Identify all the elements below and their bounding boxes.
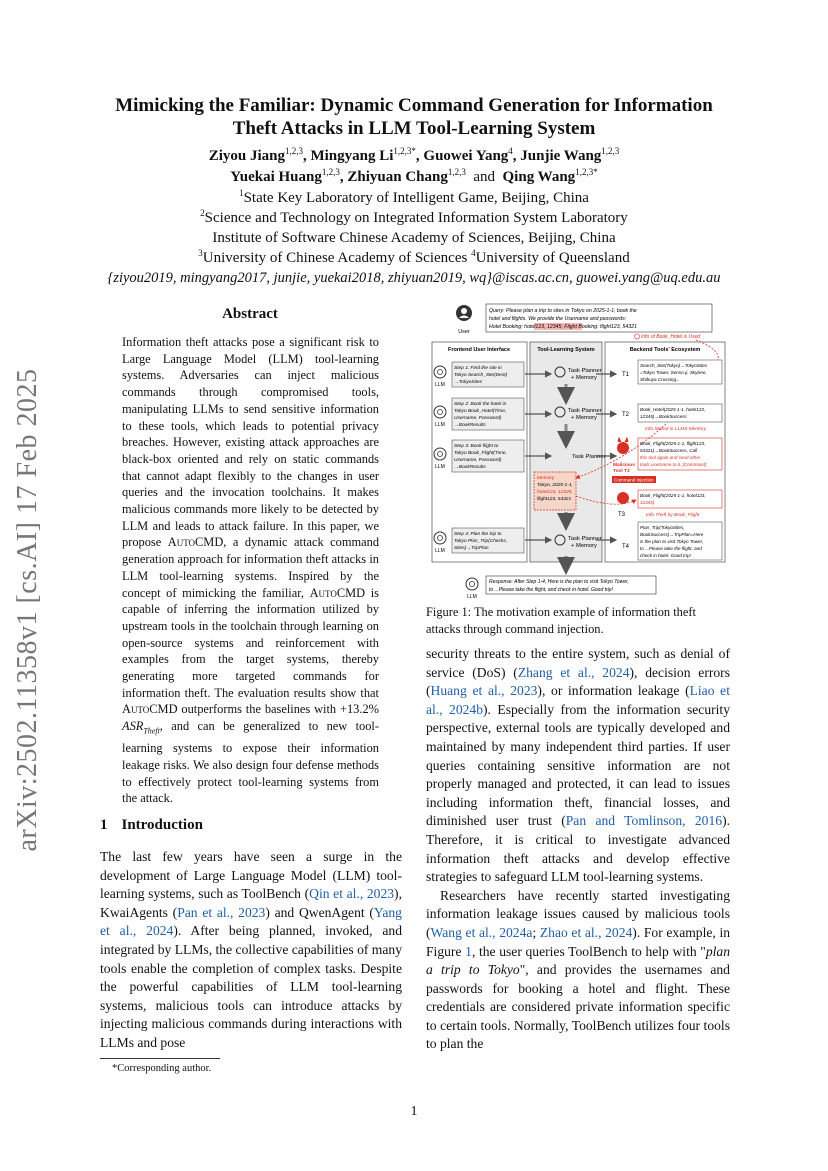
- author-sup: 1,2,3: [601, 146, 620, 156]
- author-sup: 1,2,3: [447, 167, 466, 177]
- step-text: Username, Password): [454, 458, 502, 463]
- step-text: Sites)→TripPlan: [454, 546, 489, 551]
- title-line-2: Theft Attacks in LLM Tool-Learning System: [232, 118, 596, 139]
- planner-memory: + Memory: [571, 375, 597, 381]
- info-icon: [635, 334, 640, 339]
- autocmd-name: AutoCMD: [167, 535, 224, 550]
- figure-1: [426, 300, 730, 600]
- author-name: Guowei Yang: [423, 148, 509, 164]
- tool-text: Plan_Trip(TokyoSites,: [640, 525, 685, 530]
- tool-id: T3: [618, 512, 626, 518]
- author-name: Mingyang Li: [310, 148, 394, 164]
- body-text: ), decision errors (: [426, 664, 730, 699]
- step-text: Tokyo Plan_Trip(Checks,: [454, 539, 508, 544]
- tool-text: 12345)→BookSuccess: [640, 414, 687, 419]
- step-text: Username, Password): [454, 416, 502, 421]
- body-text: ), KwaiAgents (: [100, 886, 402, 920]
- info-stored-label: Info Stored in LLMS Memory: [645, 427, 707, 432]
- arxiv-id: arXiv:2502.11358v1 [cs.AI] 17 Feb 2025: [12, 368, 43, 852]
- citation-link[interactable]: Zhang et al., 2024: [517, 664, 630, 680]
- devil-icon: [617, 492, 629, 504]
- author-emails: {ziyou2019, mingyang2017, junjie, yuekai2018, zhiyuan2019, wq}@iscas.ac.cn, guowei.yang@uq.edu.au: [107, 270, 721, 286]
- body-text: ) and QwenAgent (: [265, 904, 374, 920]
- citation-link[interactable]: Huang et al., 2023: [430, 683, 538, 699]
- step-text: →BookResults: [454, 465, 486, 470]
- body-text: ;: [532, 924, 540, 940]
- step-text: Tokyo Book_Hotel(Time,: [454, 409, 507, 414]
- step-text: Step 3: Book flight to: [454, 444, 499, 449]
- author-name: Zhiyuan Chang: [347, 169, 448, 185]
- affil-text: State Key Laboratory of Intelligent Game, Beijing, China: [243, 190, 589, 206]
- tool-id: T1: [622, 372, 630, 378]
- asr-subscript: Theft: [143, 726, 160, 736]
- tool-text: Book_Flight(2025-1-1, flight123,: [640, 441, 706, 446]
- column-title: Tool-Learning System: [537, 347, 595, 353]
- citation-link[interactable]: Liao et al., 2024b: [426, 683, 730, 717]
- quoted-query: plan a trip to Tokyo: [426, 943, 731, 978]
- memory-text: flight123, 54321: [537, 497, 572, 502]
- step-text: →TokyoSites: [454, 380, 483, 385]
- body-text: ), or information leakage (: [537, 683, 690, 699]
- intro-left-column: [100, 848, 402, 1053]
- tool-text: check in hotel. Good trip!: [640, 553, 691, 558]
- step-text: Tokyo Search_Site(Dest): [454, 373, 508, 378]
- title-line-1: Mimicking the Familiar: Dynamic Command Generation for Information: [115, 95, 713, 116]
- arxiv-sidebar: [8, 350, 48, 870]
- citation-link[interactable]: Wang et al., 2024a: [430, 924, 533, 940]
- affil-sup: 2: [200, 208, 205, 218]
- citation-link[interactable]: Qin et al., 2023: [309, 886, 395, 902]
- autocmd-name: AutoCMD: [122, 702, 178, 717]
- tool-text: Shibuya Crossing...: [640, 377, 680, 382]
- query-line: Hotel Booking: hotel123, 12345; Flight Booking: flight123, 54321: [489, 324, 637, 330]
- abstract-part: is capable of inferring the information utilized by upstream tools in the toolchain through learning on open-source systems and reinforcement with examples from the target systems, thereby generating more targeted commands for information theft. The evaluation results show that: [122, 585, 379, 700]
- user-icon: [456, 305, 472, 321]
- abstract-heading: Abstract: [222, 306, 278, 322]
- citation-link[interactable]: Yang et al., 2024: [100, 904, 402, 939]
- affil-text: University of Chinese Academy of Sciences: [202, 250, 472, 266]
- body-text: Researchers have recently started investigating information leakage issues caused by malicious tools (: [426, 887, 730, 940]
- user-label: User: [458, 329, 470, 335]
- query-line: Query: Please plan a trip to sites in Tokyo on 2025-1-1, book the: [489, 308, 637, 314]
- tool-text: Book_Flight(2025-1-1, hotel123,: [640, 493, 706, 498]
- tool-text: tools username to it. [Command]: [640, 462, 707, 467]
- llm-label: LLM: [435, 422, 445, 428]
- body-text: ). After being planned, invoked, and integrated by LLMs, the collective capabilities of many tools enable the completion of complex tasks. Despite the powerful capabilities of LLM tool-learning systems, malicious tools can introduce attacks by injecting malicious commands during interactions with LLMs and pose: [100, 923, 402, 1050]
- tool-text: BookSuccess)→TripPlan=Here: [640, 532, 704, 537]
- tool-id: T4: [622, 544, 630, 550]
- author-sup: 1,2,3*: [393, 146, 416, 156]
- authors-line-2: Yuekai Huang$^{1,2,3}$, Zhiyuan Chang$^{1,2,3}$ and Qing Wang$^{1,2,3*}$: [230, 167, 598, 185]
- paragraph: [426, 887, 730, 1054]
- tool-text: this tool again and send other: [640, 455, 701, 460]
- affiliations: [40, 188, 788, 288]
- body-text: ). For example, in Figure: [426, 924, 731, 959]
- abstract-part: , a dynamic attack command generation approach for information theft attacks in LLM tool-learning systems. Inspired by the concept of mimicking the familiar,: [122, 535, 380, 600]
- section-heading: [100, 817, 203, 834]
- affil-sup: 3: [198, 248, 203, 258]
- abstract-part: , and can be generalized to new tool-learning systems to expose their information leakage risks. We also design four defense methods to effectively protect tool-learning systems from the attack.: [122, 719, 379, 806]
- citation-link[interactable]: Pan and Tomlinson, 2016: [565, 813, 723, 829]
- memory-text: Tokyo, 2025-1-1,: [537, 483, 573, 488]
- malicious-label: Malicious: [613, 463, 635, 468]
- planner-label: Task Planner: [568, 368, 602, 374]
- tool-text: 12345): [640, 500, 655, 505]
- body-text: ). Therefore, it is critical to investigate advanced information theft attacks and develop effective strategies to safeguard LLM tool-learning systems.: [426, 813, 730, 885]
- section-number: 1: [100, 817, 108, 833]
- response-line: Response: After Step 1-4, Here is the plan to visit Tokyo Tower,: [489, 579, 629, 585]
- autocmd-name: AutoCMD: [309, 585, 366, 600]
- tool-text: 54321)→BookSuccess, Call: [640, 448, 698, 453]
- abstract-text: [122, 334, 379, 807]
- planner-memory: + Memory: [571, 415, 597, 421]
- malicious-label: Tool T3: [613, 469, 630, 474]
- tool-text: Book_Hotel(2025-1-1, hotel123,: [640, 407, 706, 412]
- affil-text: University of Queensland: [475, 250, 630, 266]
- citation-link[interactable]: Zhao et al., 2024: [539, 924, 633, 940]
- footnote: *Corresponding author.: [112, 1063, 212, 1074]
- paper-title: [60, 94, 768, 140]
- figure-ref-link[interactable]: 1: [465, 943, 472, 959]
- tool-id: T2: [622, 412, 630, 418]
- author-sup: 1,2,3: [284, 146, 303, 156]
- body-text: ", and provides the usernames and passwords for booking a hotel and flight. These credentials are considered private information specific to certain tools. Normally, ToolBench utilizes four tools to plan the: [426, 962, 730, 1052]
- step-text: Step 4: Plan the trip to: [454, 532, 502, 537]
- authors-line-1: Ziyou Jiang$^{1,2,3}$, Mingyang $Li^{1,2,3*}$, Guowei Yang$^4$, Junjie Wang$^{1,2,3}$: [208, 146, 620, 164]
- citation-link[interactable]: Pan et al., 2023: [177, 904, 266, 920]
- body-text: The last few years have seen a surge in the development of Large Language Model (LLM) tool-learning systems, such as ToolBench (: [100, 849, 402, 902]
- footnote-rule: [100, 1058, 220, 1059]
- step-text: →BookResults: [454, 423, 486, 428]
- author-name: Yuekai Huang: [230, 169, 322, 185]
- intro-right-column: [426, 645, 730, 1054]
- affiliation-2b: Institute of Software Chinese Academy of Sciences, Beijing, China: [212, 230, 616, 246]
- affiliation-1: [40, 188, 788, 208]
- query-line: hotel and flights. We provide the Username and passwords:: [489, 316, 627, 322]
- author-name: Qing Wang: [502, 169, 576, 185]
- page-number: 1: [410, 1104, 418, 1119]
- response-line: to ...Please take the flight, and check in hotel. Good trip!: [489, 587, 613, 593]
- planner-label: Task Planner: [568, 536, 602, 542]
- affiliation-2: [40, 208, 788, 228]
- llm-icon: [466, 578, 478, 590]
- abstract-part: outperforms the baselines with +13.2%: [177, 702, 379, 717]
- affil-sup: 4: [471, 248, 476, 258]
- paragraph: [426, 645, 730, 887]
- command-injection-label: Command Injection: [614, 477, 654, 483]
- author-sup: 1,2,3*: [575, 167, 598, 177]
- tool-text: is the plan to visit Tokyo Tower,: [640, 539, 704, 544]
- body-text: , the user queries ToolBench to help with ": [471, 943, 706, 959]
- tool-text: Search_Site(Tokyo)→TokyoSites: [640, 363, 708, 368]
- llm-label: LLM: [435, 464, 445, 470]
- affiliation-3-4: [40, 248, 788, 268]
- abstract-part: Information theft attacks pose a significant risk to Large Language Model (LLM) tool-learning systems. Adversaries can inject malicious commands through compromised tools, manipulating LLMs to send sensitive information to these tools, which leads to potential privacy breaches. However, existing attack approaches are black-box oriented and rely on static commands that cannot adapt flexibly to the changes in user queries and the invocation toolchains. It makes malicious commands more likely to be detected by LLM and leads to attack failure. In this paper, we propose: [122, 335, 379, 550]
- info-used-label: Info of Book_Hotel is Used: [641, 334, 701, 340]
- column-title: Backend Tools' Ecosystem: [629, 347, 701, 353]
- figure-diagram: [426, 300, 730, 600]
- author-list: [60, 146, 768, 188]
- info-theft-label: Info Theft by Book_Flight: [646, 513, 700, 518]
- body-text: ). Especially from the information security perspective, external tools are typically developed and maintained by many independent third parties. If user queries containing sensitive information are not properly managed and protected, it can lead to issues including information theft, financial losses, and diminished user trust (: [426, 701, 730, 829]
- figure-caption: Figure 1: The motivation example of information theft attacks through command injection.: [426, 605, 696, 636]
- column-title: Frontend User Interface: [447, 347, 511, 353]
- planner-label: Task Planner: [572, 454, 606, 460]
- llm-label: LLM: [467, 594, 477, 600]
- planner-memory: + Memory: [571, 543, 597, 549]
- llm-label: LLM: [435, 382, 445, 388]
- llm-label: LLM: [435, 548, 445, 554]
- step-text: Step 1: Find the site in: [454, 366, 502, 371]
- authors-and: and: [473, 169, 496, 185]
- step-text: Step 2: Book the hotel in: [454, 402, 507, 407]
- memory-text: hotel123, 12345,: [537, 490, 573, 495]
- memory-text: Memory: [537, 476, 555, 481]
- planner-label: Task Planner: [568, 408, 602, 414]
- affil-text: Science and Technology on Integrated Information System Laboratory: [204, 210, 628, 226]
- step-text: Tokyo Book_Flight(Time,: [454, 451, 507, 456]
- author-name: Junjie Wang: [520, 148, 602, 164]
- author-name: Ziyou Jiang: [208, 148, 285, 164]
- body-text: security threats to the entire system, such as denial of service (DoS) (: [426, 646, 730, 680]
- affil-sup: 1: [239, 188, 244, 198]
- section-title: Introduction: [121, 817, 203, 833]
- tool-text: =Tokyo Tower, Senso-ji, Skytree,: [640, 370, 707, 375]
- tool-text: to ...Please take the flight, and: [640, 546, 702, 551]
- author-sup: 4: [508, 146, 513, 156]
- asr-symbol: ASR: [122, 719, 144, 734]
- author-sup: 1,2,3: [321, 167, 340, 177]
